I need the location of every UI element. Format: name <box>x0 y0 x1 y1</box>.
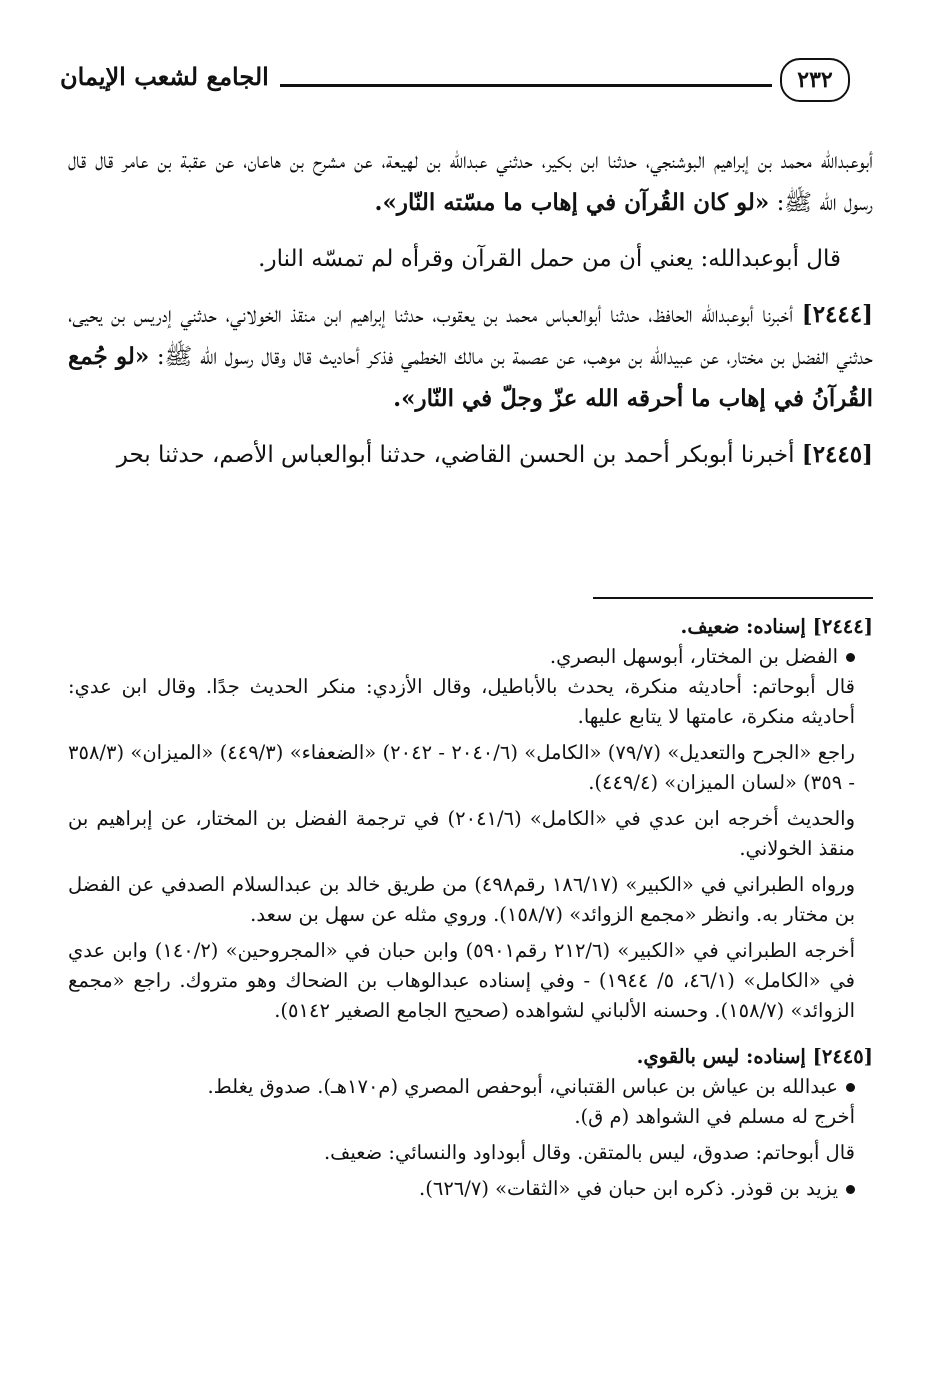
narrator-name: الفضل بن المختار، أبوسهل البصري. <box>549 645 838 668</box>
bullet-icon <box>846 1185 855 1194</box>
footnotes <box>68 612 873 1204</box>
hadith-2444-quote: «لو جُمع القُرآنُ في إهاب ما أحرقه الله عزّ وجلّ في النّار». <box>68 343 873 412</box>
narrator-name: يزيد بن قوذر. ذكره ابن حبان في «الثقات» (٦٢٦/٧). <box>419 1177 838 1200</box>
paragraph-2: قال أبوعبدالله: يعني أن من حمل القرآن وقرأه لم تمسّه النار. <box>258 246 841 272</box>
paragraph-1 <box>68 140 873 224</box>
hadith-2444 <box>68 294 873 420</box>
page-number: ٢٣٢ <box>780 58 850 102</box>
main-text <box>68 140 873 476</box>
hadith-2444-number: [٢٤٤٤] <box>801 301 873 328</box>
footnote-2445-narrator-1 <box>68 1072 873 1102</box>
footnote-2444-para-3: والحديث أخرجه ابن عدي في «الكامل» (٢٠٤١/٦) في ترجمة الفضل بن المختار، عن إبراهيم بن منقذ الخولاني. <box>68 807 855 860</box>
footnote-2445-narrator-1-note: أخرج له مسلم في الشواهد (م ق). <box>574 1105 855 1128</box>
hadith-2445-text: أخبرنا أبوبكر أحمد بن الحسن القاضي، حدثنا أبوالعباس الأصم، حدثنا بحر <box>116 442 795 468</box>
footnote-2444-para-4: ورواه الطبراني في «الكبير» (١٨٦/١٧ رقم٤٩٨) من طريق خالد بن عبدالسلام الصدفي عن الفضل بن مختار به. وانظر «مجمع الزوائد» (١٥٨/٧). وروي مثله عن سهل بن سعد. <box>68 873 856 926</box>
footnote-2444-para-1: قال أبوحاتم: أحاديثه منكرة، يحدث بالأباطيل، وقال الأزدي: منكر الحديث جدًا. وقال ابن عدي: أحاديثه منكرة، عامتها لا يتابع عليها. <box>68 675 855 728</box>
bullet-icon <box>846 1083 855 1092</box>
footnote-2445-narrator-2 <box>68 1174 873 1204</box>
page-header <box>60 52 850 108</box>
hadith-2445-number: [٢٤٤٥] <box>801 441 873 468</box>
footnote-2445-heading: [٢٤٤٥] إسناده: ليس بالقوي. <box>636 1045 873 1068</box>
footnote-2444-narrator <box>68 642 873 672</box>
footnote-2445-para-1: قال أبوحاتم: صدوق، ليس بالمتقن. وقال أبوداود والنسائي: ضعيف. <box>323 1141 855 1164</box>
narrator-name: عبدالله بن عياش بن عباس القتباني، أبوحفص المصري (م١٧٠هـ). صدوق يغلط. <box>207 1075 838 1098</box>
book-title: الجامع لشعب الإيمان <box>60 62 269 91</box>
header-rule <box>280 84 772 87</box>
paragraph-1-text: أبوعبدالله محمد بن إبراهيم البوشنجي، حدثنا ابن بكير، حدثني عبدالله بن لهيعة، عن مشرح بن هاعان، عن عقبة بن عامر قال قال رسول الله ﷺ: <box>68 148 873 216</box>
footnote-separator <box>593 597 873 599</box>
bullet-icon <box>846 653 855 662</box>
footnote-2444-heading: [٢٤٤٤] إسناده: ضعيف. <box>680 615 873 638</box>
hadith-2445 <box>68 434 873 476</box>
hadith-2444-text: أخبرنا أبوعبدالله الحافظ، حدثنا أبوالعباس محمد بن يعقوب، حدثنا إبراهيم ابن منقذ الخولاني، حدثني إدريس بن يحيى، حدثني الفضل بن مختار، عن عبيدالله بن موهب، عن عصمة بن مالك الخطمي فذكر أحاديث قال وقال رسول الله ﷺ: <box>68 302 873 370</box>
paragraph-1-quote: «لو كان القُرآن في إهاب ما مسّته النّار». <box>374 189 770 216</box>
footnote-2444-para-2: راجع «الجرح والتعديل» (٧٩/٧) «الكامل» (٢٠٤٠/٦ - ٢٠٤٢) «الضعفاء» (٤٤٩/٣) «الميزان» (٣٥٨/٣ - ٣٥٩) «لسان الميزان» (٤٤٩/٤). <box>68 741 855 794</box>
footnote-2444-para-5: أخرجه الطبراني في «الكبير» (٢١٢/٦ رقم٥٩٠١) وابن حبان في «المجروحين» (١٤٠/٢) وابن عدي في «الكامل» (٤٦/١، ٥/ ١٩٤٤) - وفي إسناده عبدالوهاب بن الضحاك وهو متروك. راجع «مجمع الزوائد» (١٥٨/٧). وحسنه الألباني لشواهده (صحيح الجامع الصغير ٥١٤٢). <box>68 939 855 1022</box>
